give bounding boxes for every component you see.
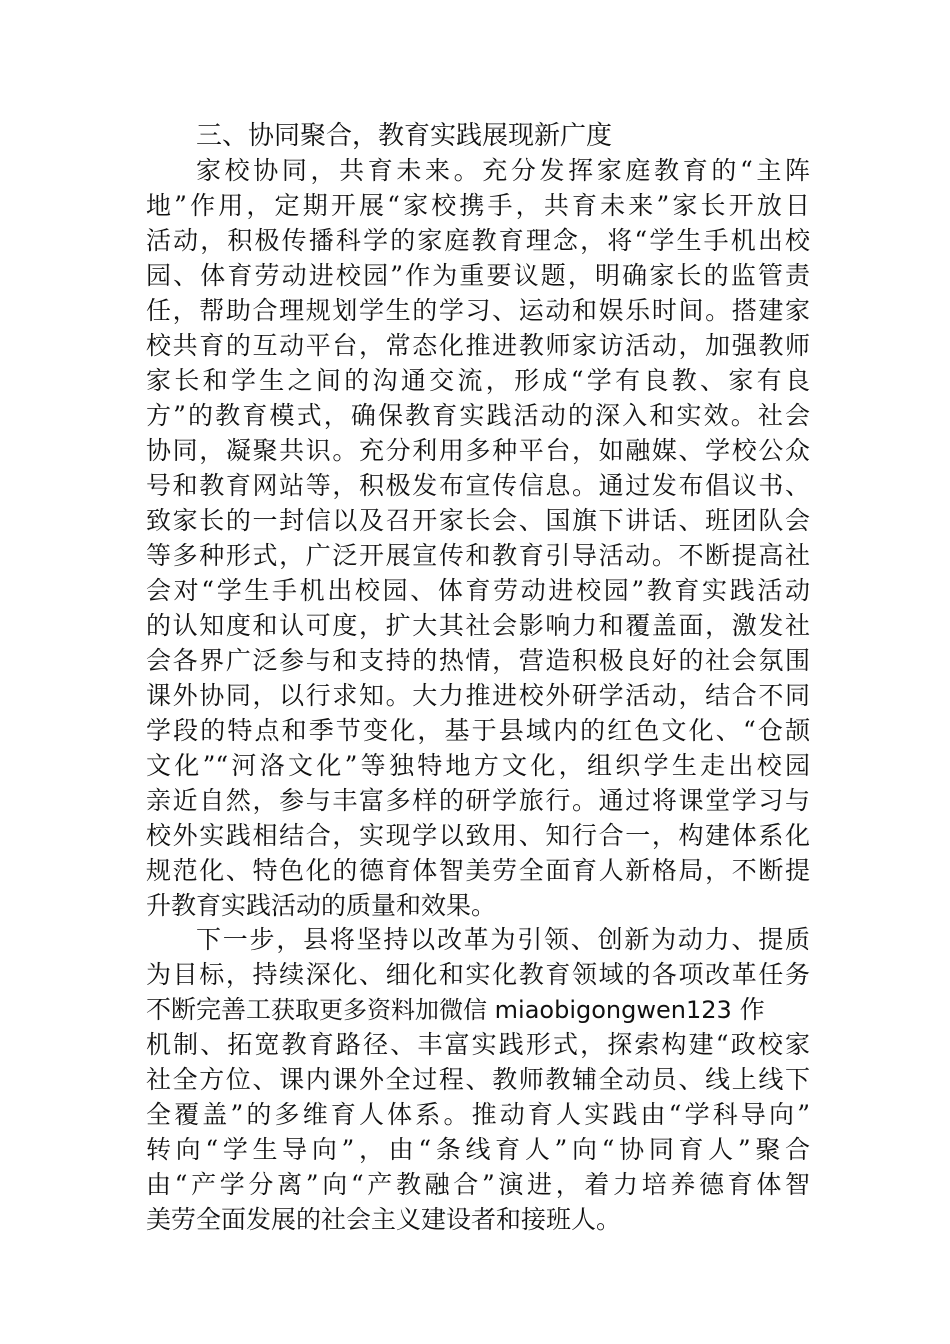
paragraph-line: 为目标，持续深化、细化和实化教育领域的各项改革任务 bbox=[146, 960, 810, 989]
paragraph-text: 不断完善工 bbox=[146, 995, 272, 1024]
paragraph-line-with-watermark bbox=[146, 992, 810, 1028]
paragraph-line: 社全方位、课内课外全过程、教师教辅全动员、线上线下 bbox=[146, 1065, 810, 1094]
section-heading: 三、协同聚合，教育实践展现新广度 bbox=[196, 121, 613, 151]
paragraph-line: 机制、拓宽教育路径、丰富实践形式，探索构建“政校家 bbox=[146, 1030, 810, 1059]
paragraph-line: 家校协同，共育未来。充分发挥家庭教育的“主阵 bbox=[196, 156, 810, 185]
paragraph-line: 全覆盖”的多维育人体系。推动育人实践由“学科导向” bbox=[146, 1100, 810, 1129]
paragraph-line: 号和教育网站等，积极发布宣传信息。通过发布倡议书、 bbox=[146, 471, 810, 500]
paragraph-line: 等多种形式，广泛开展宣传和教育引导活动。不断提高社 bbox=[146, 541, 810, 570]
paragraph-line: 活动，积极传播科学的家庭教育理念，将“学生手机出校 bbox=[146, 226, 810, 255]
paragraph-line: 的认知度和认可度，扩大其社会影响力和覆盖面，激发社 bbox=[146, 611, 810, 640]
paragraph-line: 地”作用，定期开展“家校携手，共育未来”家长开放日 bbox=[146, 191, 810, 220]
paragraph-line: 校共育的互动平台，常态化推进教师家访活动，加强教师 bbox=[146, 331, 810, 360]
paragraph-line: 下一步，县将坚持以改革为引领、创新为动力、提质 bbox=[196, 925, 810, 954]
paragraph-line: 规范化、特色化的德育体智美劳全面育人新格局，不断提 bbox=[146, 856, 810, 885]
paragraph-line: 由“产学分离”向“产教融合”演进，着力培养德育体智 bbox=[146, 1170, 810, 1199]
paragraph-text: 作 bbox=[731, 995, 765, 1024]
paragraph-line: 亲近自然，参与丰富多样的研学旅行。通过将课堂学习与 bbox=[146, 786, 810, 815]
paragraph-line: 升教育实践活动的质量和效果。 bbox=[146, 891, 497, 920]
paragraph-line: 课外协同，以行求知。大力推进校外研学活动，结合不同 bbox=[146, 681, 810, 710]
paragraph-line: 任，帮助合理规划学生的学习、运动和娱乐时间。搭建家 bbox=[146, 296, 810, 325]
paragraph-line: 学段的特点和季节变化，基于县域内的红色文化、“仓颉 bbox=[146, 716, 810, 745]
paragraph-line: 家长和学生之间的沟通交流，形成“学有良教、家有良 bbox=[146, 366, 810, 395]
paragraph-line: 文化”“河洛文化”等独特地方文化，组织学生走出校园 bbox=[146, 751, 810, 780]
paragraph-line: 方”的教育模式，确保教育实践活动的深入和实效。社会 bbox=[146, 401, 810, 430]
paragraph-line: 会对“学生手机出校园、体育劳动进校园”教育实践活动 bbox=[146, 576, 810, 605]
paragraph-line: 美劳全面发展的社会主义建设者和接班人。 bbox=[146, 1205, 622, 1234]
watermark-text: 获取更多资料加微信 miaobigongwen123 bbox=[271, 996, 732, 1024]
paragraph-line: 转向“学生导向”，由“条线育人”向“协同育人”聚合 bbox=[146, 1135, 810, 1164]
paragraph-line: 会各界广泛参与和支持的热情，营造积极良好的社会氛围 bbox=[146, 646, 810, 675]
paragraph-line: 协同，凝聚共识。充分利用多种平台，如融媒、学校公众 bbox=[146, 436, 810, 465]
paragraph-line: 校外实践相结合，实现学以致用、知行合一，构建体系化 bbox=[146, 821, 810, 850]
paragraph-line: 致家长的一封信以及召开家长会、国旗下讲话、班团队会 bbox=[146, 506, 810, 535]
paragraph-line: 园、体育劳动进校园”作为重要议题，明确家长的监管责 bbox=[146, 261, 810, 290]
